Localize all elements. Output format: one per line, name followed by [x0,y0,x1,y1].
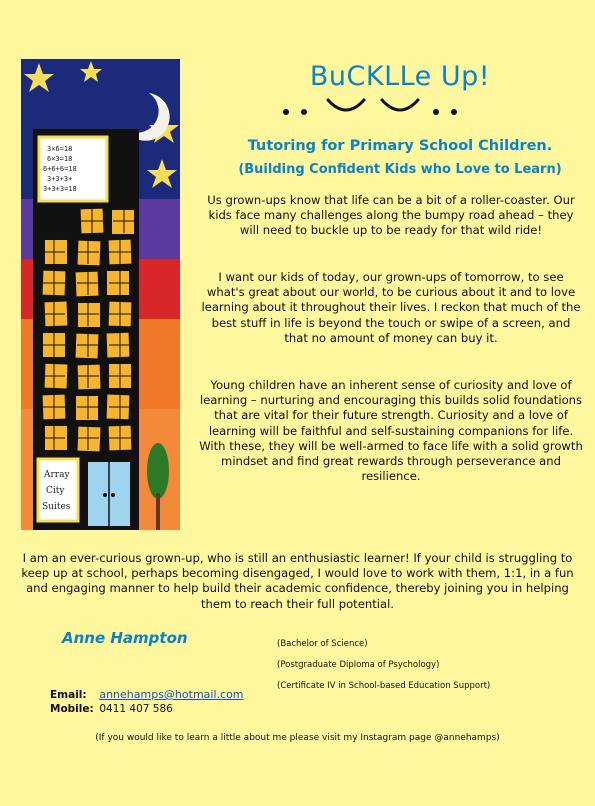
sum-line: 3×6=18 [47,145,73,153]
contact-block [50,688,244,716]
vision-paragraph: I want our kids of today, our grown-ups of tomorrow, to see what's great about our world, to be curious about it and to love learning about it throughout their lives. I reckon that much of the best stuff in life is beyond the touch or swipe of a screen, and that no amount of money can buy it. [201,270,581,345]
brand-title: BuCKLLe Up! [309,61,491,92]
tagline: (Building Confident Kids who Love to Learn) [238,162,562,177]
subtitle: Tutoring for Primary School Children. [247,138,553,154]
window [78,303,100,327]
offer-paragraph: I am an ever-curious grown-up, who is still an enthusiastic learner! If your child is struggling to keep up at school, perhaps becoming disengaged, I would love to work with them, 1:1, in a fun and engaging manner to help build their academic confidence, thereby joining you in helping them to reach their full potential. [21,551,574,611]
sum-line: 6+6+6=18 [43,165,77,173]
signature-name: Anne Hampton [62,629,188,647]
window [78,365,101,390]
smiley-icon [278,94,462,120]
sum-line: 3+3+3=18 [43,185,77,193]
intro-paragraph: Us grown-ups know that life can be a bit of a roller-coaster. Our kids face many challenges along the bumpy road ahead – they will need to buckle up to be ready for that wild ride! [207,193,575,238]
qualification-item: (Certificate IV in School-based Education Support) [277,681,491,691]
footer-note: (If you would like to learn a little about me please visit my Instagram page @annehamps) [95,733,500,743]
curiosity-paragraph: Young children have an inherent sense of curiosity and love of learning – nurturing and encouraging this builds solid foundations that are vital for their future strength. Curiosity and a love of learning will be faithful and self-sustaining companions for life. With these, they will be well-armed to face life with a solid growth mindset and find great rewards through perseverance and resilience. [199,378,583,484]
mobile-label: Mobile: [50,703,94,715]
sign-line: Suites [42,502,71,512]
qualifications-list [277,637,490,700]
tree [147,443,169,499]
email-link[interactable]: annehamps@hotmail.com [99,688,244,701]
sum-line: 3+3+3+ [47,175,73,183]
email-label: Email: [50,689,87,701]
building-artwork [21,59,180,530]
window [76,334,99,359]
window [112,210,134,234]
qualification-item: (Bachelor of Science) [277,639,368,649]
qualification-item: (Postgraduate Diploma of Psychology) [277,660,440,670]
window [76,396,98,420]
window [78,427,101,452]
window [76,272,99,297]
sign-line: City [46,486,65,496]
mobile-number: 0411 407 586 [99,703,173,715]
window [78,241,101,266]
sign-line: Array [44,470,70,480]
sum-line: 6×3=18 [47,155,73,163]
